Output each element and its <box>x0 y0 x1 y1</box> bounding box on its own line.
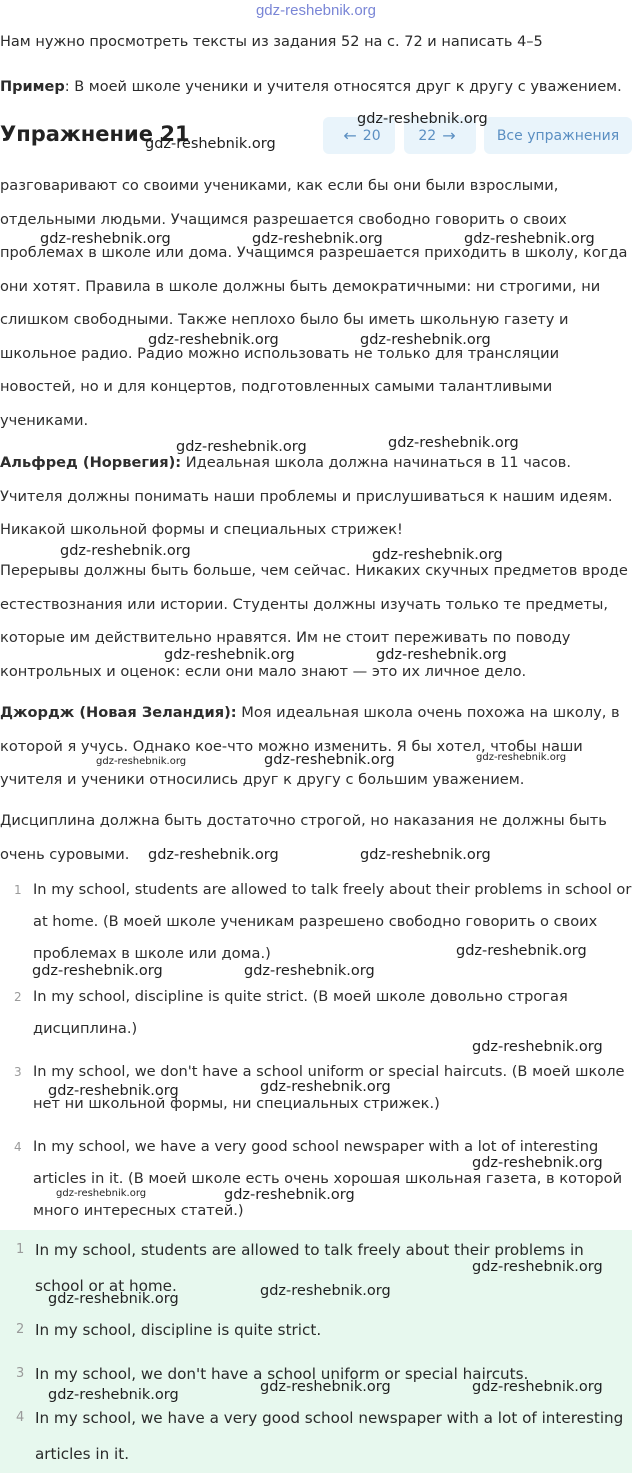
answer-item-number: 3 <box>16 1366 25 1381</box>
watermark: gdz-reshebnik.org <box>260 1283 391 1299</box>
arrow-right-icon: → <box>442 126 456 145</box>
paragraph-2-text: Идеальная школа должна начинаться в 11 часов. Учителя должны понимать наши проблемы и прислушиваться к нашим идеям. Никакой школьной формы и специальных стрижек! <box>0 454 613 538</box>
list-item <box>0 1056 632 1120</box>
watermark: gdz-reshebnik.org <box>456 943 587 959</box>
list-item-number: 2 <box>14 990 22 1004</box>
watermark: gdz-reshebnik.org <box>472 1259 603 1275</box>
answer-item <box>0 1356 632 1392</box>
watermark: gdz-reshebnik.org <box>40 231 171 247</box>
watermark: gdz-reshebnik.org <box>376 647 507 663</box>
list-item-text: In my school, we don't have a school uniform or special haircuts. (В моей школе нет ни школьной формы, ни специальных стрижек.) <box>33 1063 625 1112</box>
watermark: gdz-reshebnik.org <box>264 752 395 768</box>
list-item-number: 1 <box>14 883 22 897</box>
watermark: gdz-reshebnik.org <box>148 847 279 863</box>
answer-item <box>0 1400 632 1472</box>
paragraph-2 <box>0 446 632 547</box>
example-text: : В моей школе ученики и учителя относятся друг к другу с уважением. <box>64 79 622 95</box>
paragraph-3: Перерывы должны быть больше, чем сейчас. Никаких скучных предметов вроде естествознания или истории. Студенты должны изучать только те предметы, которые им действительно нравятся. Им не стоит переживать по поводу контрольных и оценок: если они мало знают — это их личное дело. <box>0 562 628 680</box>
list-item-text: In my school, discipline is quite strict. (В моей школе довольно строгая дисциплина.) <box>33 988 568 1037</box>
answer-item-number: 1 <box>16 1242 25 1257</box>
list-item <box>0 981 632 1045</box>
speaker-alfred: Альфред (Норвегия): <box>0 454 182 471</box>
watermark: gdz-reshebnik.org <box>360 847 491 863</box>
watermark: gdz-reshebnik.org <box>357 111 488 127</box>
all-exercises-label: Все упражнения <box>496 127 620 144</box>
watermark: gdz-reshebnik.org <box>48 1387 179 1403</box>
next-exercise-button[interactable] <box>404 117 476 154</box>
answer-item-text: In my school, we don't have a school uniform or special haircuts. <box>35 1365 529 1383</box>
list-item-text: In my school, we have a very good school newspaper with a lot of interesting articles in it. (В моей школе есть очень хорошая школьная газета, в которой много интересных статей.) <box>33 1138 623 1219</box>
paragraph-4-text: Моя идеальная школа очень похожа на школу, в которой я учусь. Однако кое-что можно изменить. Я бы хотел, чтобы наши учителя и ученики относились друг к другу с большим уважением. <box>0 704 620 788</box>
watermark: gdz-reshebnik.org <box>260 1079 391 1095</box>
watermark: gdz-reshebnik.org <box>476 752 567 763</box>
watermark: gdz-reshebnik.org <box>148 332 279 348</box>
list-item-number: 4 <box>14 1140 22 1154</box>
answer-item-text: In my school, students are allowed to talk freely about their problems in school or at home. <box>35 1241 584 1295</box>
watermark: gdz-reshebnik.org <box>176 439 307 455</box>
exercise-title: Упражнение 21 <box>0 122 190 146</box>
watermark: gdz-reshebnik.org <box>372 547 503 563</box>
list-item-number: 3 <box>14 1065 22 1079</box>
speaker-george: Джордж (Новая Зеландия): <box>0 704 237 721</box>
answer-item-number: 4 <box>16 1410 25 1425</box>
translated-list <box>0 874 632 1227</box>
paragraph-1: разговаривают со своими учениками, как если бы они были взрослыми, отдельными людьми. Учащимся разрешается свободно говорить о своих проблемах в школе или дома. Учащимся разрешается приходить в школу, когда они хотят. Правила в школе должны быть демократичными: ни строгими, ни слишком свободными. Также неплохо было бы иметь школьную газету и школьное радио. Радио можно использовать не только для трансляции новостей, но и для концертов, подготовленных самыми талантливыми учениками. <box>0 177 628 429</box>
list-item-text: In my school, students are allowed to talk freely about their problems in school or at home. (В моей школе ученикам разрешено свободно говорить о своих проблемах в школе или дома.) <box>33 881 632 962</box>
watermark: gdz-reshebnik.org <box>360 332 491 348</box>
watermark: gdz-reshebnik.org <box>56 1188 147 1199</box>
answer-item <box>0 1312 632 1348</box>
all-exercises-button[interactable] <box>484 117 632 154</box>
paragraph-5: Дисциплина должна быть достаточно строгой, но наказания не должны быть очень суровыми. <box>0 812 607 863</box>
answer-item-text: In my school, discipline is quite strict. <box>35 1321 322 1339</box>
answer-item <box>0 1232 632 1304</box>
list-item <box>0 874 632 970</box>
prev-exercise-button[interactable] <box>323 117 395 154</box>
answer-item-number: 2 <box>16 1322 25 1337</box>
watermark: gdz-reshebnik.org <box>472 1379 603 1395</box>
answer-box <box>0 1230 632 1473</box>
watermark: gdz-reshebnik.org <box>48 1291 179 1307</box>
watermark: gdz-reshebnik.org <box>472 1155 603 1171</box>
watermark: gdz-reshebnik.org <box>252 231 383 247</box>
arrow-left-icon: ← <box>343 126 357 145</box>
list-item <box>0 1131 632 1227</box>
watermark: gdz-reshebnik.org <box>96 756 187 767</box>
watermark: gdz-reshebnik.org <box>145 136 276 152</box>
watermark: gdz-reshebnik.org <box>244 963 375 979</box>
watermark: gdz-reshebnik.org <box>48 1083 179 1099</box>
answer-item-text: In my school, we have a very good school newspaper with a lot of interesting articles in it. <box>35 1409 624 1463</box>
example-line <box>0 77 632 97</box>
intro-text: Нам нужно просмотреть тексты из задания 52 на с. 72 и написать 4–5 <box>0 34 543 50</box>
watermark: gdz-reshebnik.org <box>260 1379 391 1395</box>
paragraph-4 <box>0 696 632 797</box>
watermark: gdz-reshebnik.org <box>472 1039 603 1055</box>
watermark: gdz-reshebnik.org <box>224 1187 355 1203</box>
watermark: gdz-reshebnik.org <box>32 963 163 979</box>
watermark: gdz-reshebnik.org <box>464 231 595 247</box>
next-exercise-label: 22 <box>418 127 437 144</box>
watermark: gdz-reshebnik.org <box>164 647 295 663</box>
watermark: gdz-reshebnik.org <box>388 435 519 451</box>
example-label: Пример <box>0 79 65 95</box>
watermark: gdz-reshebnik.org <box>60 543 191 559</box>
watermark-header: gdz-reshebnik.org <box>255 2 377 19</box>
prev-exercise-label: 20 <box>362 127 381 144</box>
